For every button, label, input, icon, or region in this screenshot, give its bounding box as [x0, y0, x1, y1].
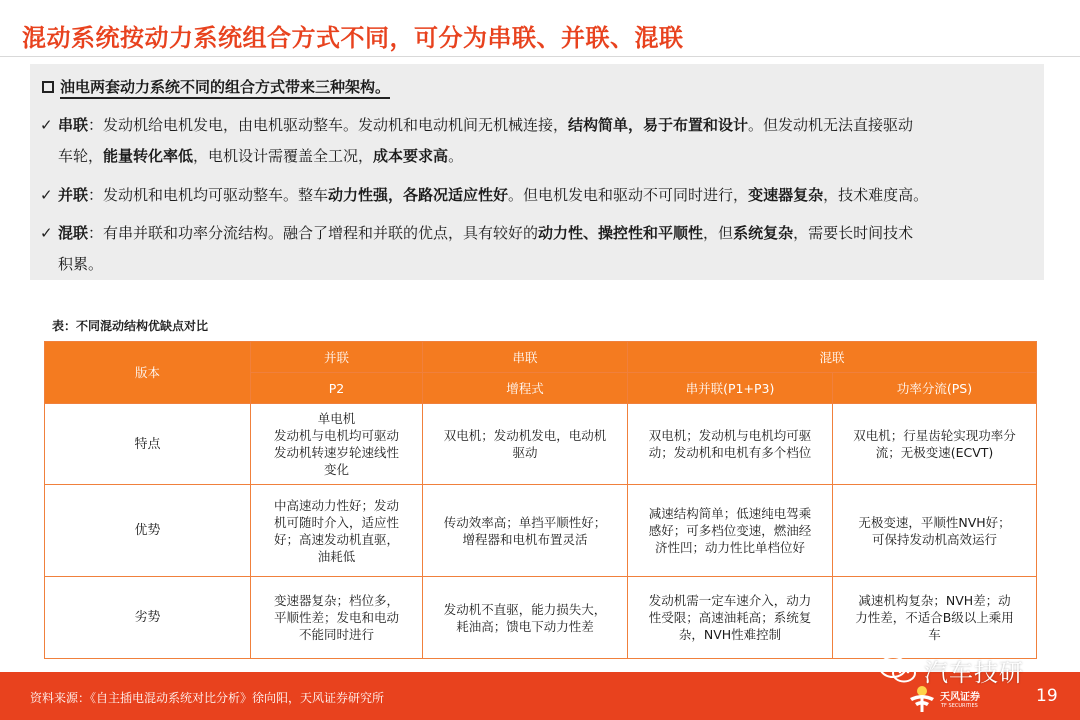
bullet-series: [40, 110, 1040, 172]
header-range-extender: 增程式: [423, 373, 628, 404]
table-cell: 双电机；发动机与电机均可驱 动；发动机和电机有多个档位: [628, 404, 833, 485]
table-cell: 变速器复杂；档位多， 平顺性差；发电和电动 不能同时进行: [251, 577, 423, 659]
table-cell: 双电机；发动机发电，电动机 驱动: [423, 404, 628, 485]
wechat-icon: [878, 654, 918, 686]
header-group-series: 串联: [423, 342, 628, 373]
comparison-table: [44, 341, 1037, 659]
bullet-line: 积累。: [58, 255, 104, 273]
source-note: 资料来源：《自主插电混动系统对比分析》徐向阳，天风证券研究所: [30, 691, 385, 705]
bullet-line: 混联：有串并联和功率分流结构。融合了增程和并联的优点，具有较好的动力性、操控性和平顺性，但系统复杂，需要长时间技术: [58, 224, 914, 242]
header-group-parallel: 并联: [251, 342, 423, 373]
title-divider: [0, 56, 1080, 57]
table-cell: 无极变速，平顺性NVH好； 可保持发动机高效运行: [833, 485, 1037, 577]
slide-title: 混动系统按动力系统组合方式不同，可分为串联、并联、混联: [22, 24, 684, 52]
brand-name: 天风证券: [940, 692, 980, 703]
bullet-line: 串联：发动机给电机发电，由电机驱动整车。发动机和电动机间无机械连接，结构简单，易于布置和设计。但发动机无法直接驱动: [58, 116, 914, 134]
table-cell: 发动机不直驱，能力损失大， 耗油高；馈电下动力性差: [423, 577, 628, 659]
tf-securities-logo-icon: [906, 684, 938, 714]
table-cell: 减速机构复杂；NVH差；动 力性差，不适合B级以上乘用 车: [833, 577, 1037, 659]
table-cell: 传动效率高；单挡平顺性好； 增程器和电机布置灵活: [423, 485, 628, 577]
header-power-split: 功率分流(PS): [833, 373, 1037, 404]
check-icon: ✓: [40, 186, 53, 204]
table-cell: 单电机 发动机与电机均可驱动 发动机转速岁轮速线性 变化: [251, 404, 423, 485]
summary-box: [30, 64, 1044, 280]
header-p2: P2: [251, 373, 423, 404]
header-group-hybrid: 混联: [628, 342, 1037, 373]
bullet-hybrid: [40, 218, 1040, 280]
summary-heading: 油电两套动力系统不同的组合方式带来三种架构。: [42, 76, 390, 97]
square-bullet-icon: [42, 81, 54, 93]
header-series-parallel: 串并联(P1+P3): [628, 373, 833, 404]
table-cell: 减速结构简单；低速纯电驾乘 感好；可多档位变速，燃油经 济性凹；动力性比单档位好: [628, 485, 833, 577]
table-cell: 双电机；行星齿轮实现功率分 流；无极变速(ECVT): [833, 404, 1037, 485]
brand-sub: TF SECURITIES: [941, 703, 978, 709]
page-number: 19: [1036, 686, 1058, 706]
table-header-row: [45, 342, 1037, 373]
table-caption: 表：不同混动结构优缺点对比: [52, 319, 209, 333]
table-row: [45, 577, 1037, 659]
row-label: 劣势: [45, 577, 251, 659]
header-version: 版本: [45, 342, 251, 404]
table-cell: 发动机需一定车速介入，动力 性受限；高速油耗高；系统复 杂，NVH性难控制: [628, 577, 833, 659]
row-label: 特点: [45, 404, 251, 485]
watermark: [878, 652, 1024, 688]
bullet-line: 车轮，能量转化率低，电机设计需覆盖全工况，成本要求高。: [58, 147, 464, 165]
table-row: [45, 485, 1037, 577]
check-icon: ✓: [40, 116, 53, 134]
check-icon: ✓: [40, 224, 53, 242]
row-label: 优势: [45, 485, 251, 577]
bullet-parallel: [40, 180, 1040, 211]
table-cell: 中高速动力性好；发动 机可随时介入，适应性 好；高速发动机直驱， 油耗低: [251, 485, 423, 577]
watermark-text: 汽车技研: [924, 658, 1024, 687]
bullet-line: 并联：发动机和电机均可驱动整车。整车动力性强，各路况适应性好。但电机发电和驱动不可同时进行，变速器复杂，技术难度高。: [58, 186, 929, 204]
table-row: [45, 404, 1037, 485]
